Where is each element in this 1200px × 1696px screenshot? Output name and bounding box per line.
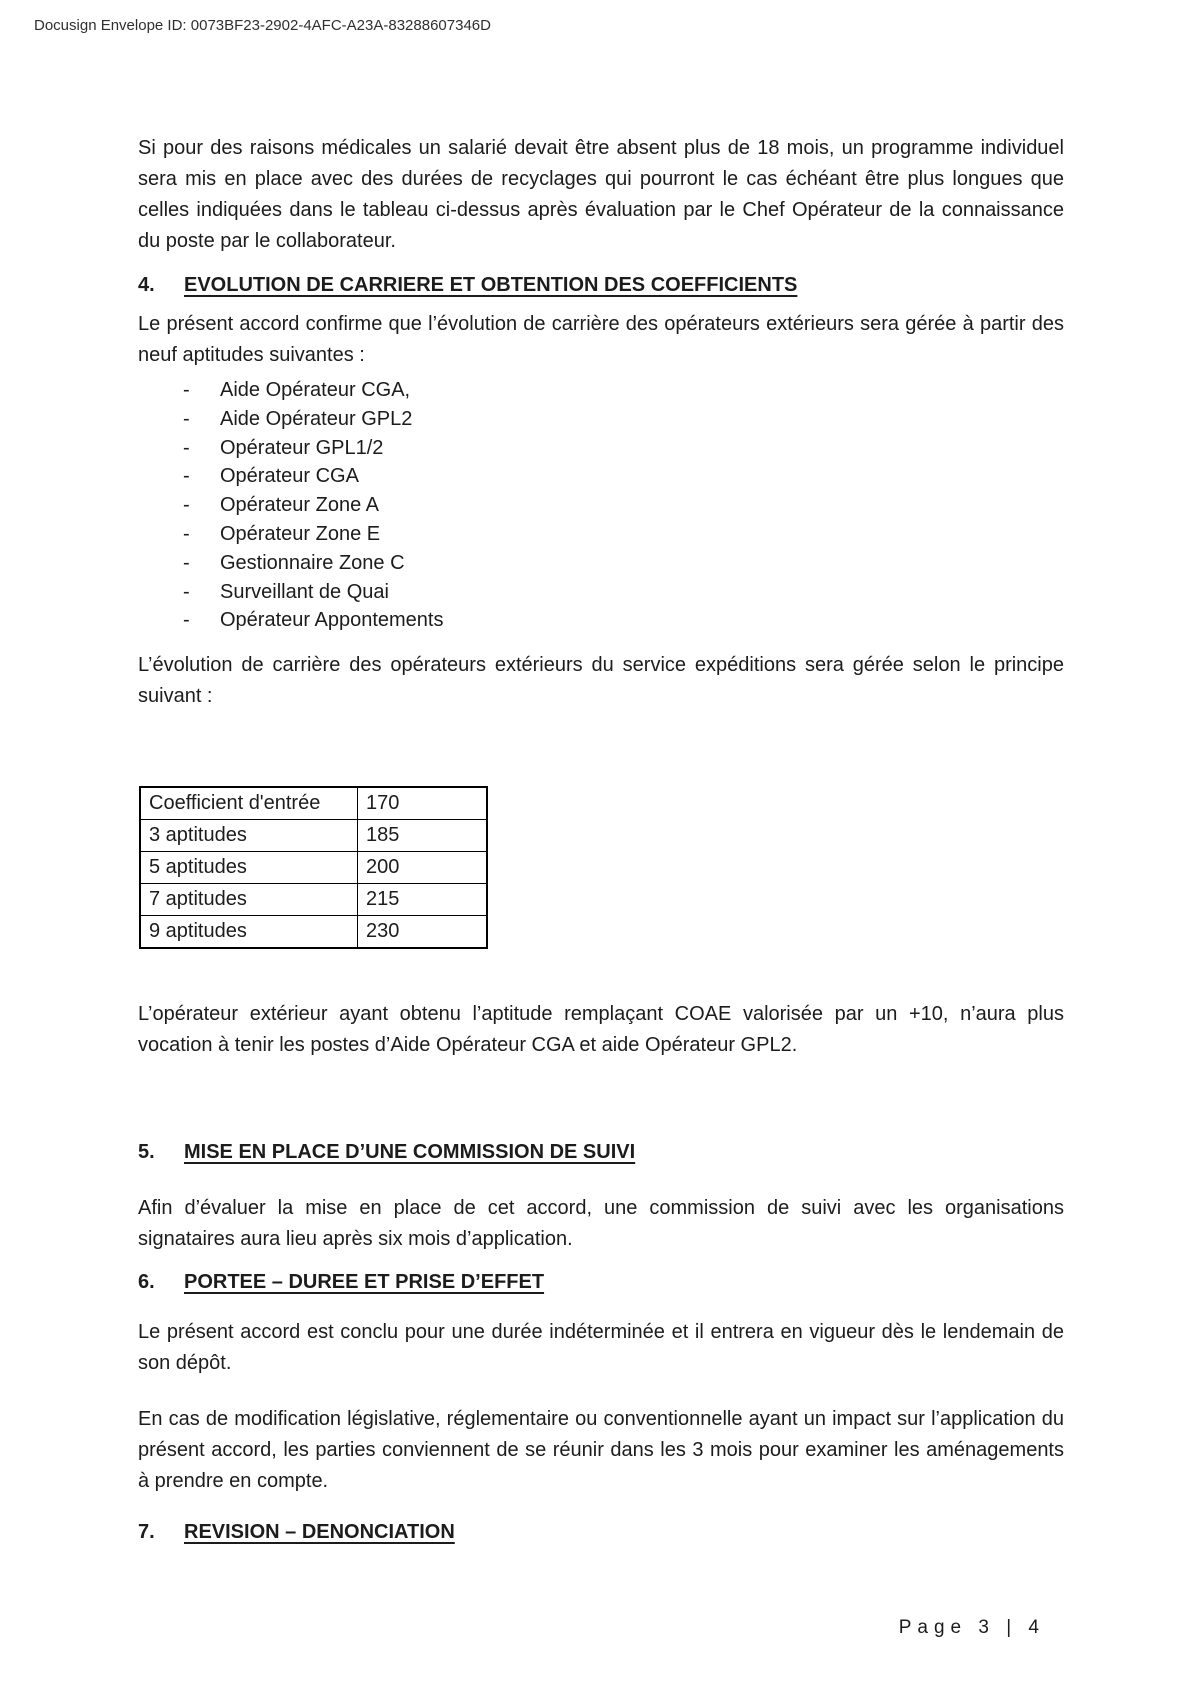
list-item bbox=[138, 552, 1064, 581]
paragraph-medical-absence: Si pour des raisons médicales un salarié devait être absent plus de 18 mois, un programme individuel sera mis en place avec des durées de recyclages qui pourront le cas échéant être plus longues que celles indiquées dans le tableau ci-dessus après évaluation par le Chef Opérateur de la connaissance du poste par le collaborateur. bbox=[138, 137, 1064, 252]
section-title: PORTEE – DUREE ET PRISE D’EFFET bbox=[184, 1271, 545, 1293]
dash-bullet: - bbox=[183, 379, 190, 401]
table-cell-label: 5 aptitudes bbox=[140, 852, 358, 884]
list-item-label: Opérateur GPL1/2 bbox=[220, 436, 384, 459]
list-item-label: Opérateur Zone E bbox=[220, 522, 381, 545]
list-item bbox=[138, 581, 1064, 610]
dash-bullet: - bbox=[183, 494, 190, 517]
table-row bbox=[140, 852, 487, 884]
list-item-label: Opérateur Zone A bbox=[220, 494, 379, 517]
table-row bbox=[140, 820, 487, 852]
dash-bullet: - bbox=[183, 522, 190, 545]
table-row bbox=[140, 916, 487, 949]
section-heading-5 bbox=[138, 1139, 1064, 1165]
table-cell-label: 7 aptitudes bbox=[140, 884, 358, 916]
page-number: Page 3 | 4 bbox=[898, 1617, 1045, 1638]
list-item-label: Aide Opérateur GPL2 bbox=[220, 407, 413, 430]
list-item bbox=[138, 523, 1064, 552]
table-cell-value: 185 bbox=[358, 820, 488, 852]
dash-bullet: - bbox=[183, 465, 190, 488]
aptitude-list bbox=[138, 379, 1064, 638]
list-item bbox=[138, 408, 1064, 437]
paragraph-modification: En cas de modification législative, réglementaire ou conventionnelle ayant un impact sur l’application du présent accord, les parties conviennent de se réunir dans les 3 mois pour examiner les aménagements à prendre en compte. bbox=[138, 1408, 1064, 1492]
coefficient-table bbox=[139, 786, 488, 949]
dash-bullet: - bbox=[183, 609, 190, 632]
table-cell-label: Coefficient d'entrée bbox=[140, 787, 358, 820]
list-item bbox=[138, 379, 1064, 408]
section-title: MISE EN PLACE D’UNE COMMISSION DE SUIVI bbox=[184, 1141, 636, 1163]
table-cell-value: 170 bbox=[358, 787, 488, 820]
section-title: EVOLUTION DE CARRIERE ET OBTENTION DES COEFFICIENTS bbox=[184, 274, 798, 296]
table-row bbox=[140, 787, 487, 820]
paragraph-duree: Le présent accord est conclu pour une durée indéterminée et il entrera en vigueur dès le lendemain de son dépôt. bbox=[138, 1321, 1064, 1374]
paragraph-coae: L’opérateur extérieur ayant obtenu l’aptitude remplaçant COAE valorisée par un +10, n’aura plus vocation à tenir les postes d’Aide Opérateur CGA et aide Opérateur GPL2. bbox=[138, 1003, 1064, 1056]
list-item bbox=[138, 465, 1064, 494]
section-heading-6 bbox=[138, 1269, 1064, 1295]
table-cell-value: 200 bbox=[358, 852, 488, 884]
dash-bullet: - bbox=[183, 551, 190, 574]
paragraph-section4-lead: Le présent accord confirme que l’évolution de carrière des opérateurs extérieurs sera gérée à partir des neuf aptitudes suivantes : bbox=[138, 313, 1064, 366]
dash-bullet: - bbox=[183, 580, 190, 603]
list-item-label: Aide Opérateur CGA, bbox=[220, 379, 411, 401]
table-cell-label: 3 aptitudes bbox=[140, 820, 358, 852]
list-item-label: Surveillant de Quai bbox=[220, 580, 389, 603]
docusign-envelope-id: Docusign Envelope ID: 0073BF23-2902-4AFC-A23A-83288607346D bbox=[34, 17, 491, 34]
table-cell-value: 230 bbox=[358, 916, 488, 949]
list-item bbox=[138, 494, 1064, 523]
dash-bullet: - bbox=[183, 407, 190, 430]
section-number: 4. bbox=[138, 274, 155, 296]
table-cell-value: 215 bbox=[358, 884, 488, 916]
section-title: REVISION – DENONCIATION bbox=[184, 1521, 455, 1543]
list-item bbox=[138, 609, 1064, 638]
section-heading-7 bbox=[138, 1519, 1064, 1545]
list-item bbox=[138, 437, 1064, 466]
table-cell-label: 9 aptitudes bbox=[140, 916, 358, 949]
dash-bullet: - bbox=[183, 436, 190, 459]
list-item-label: Opérateur Appontements bbox=[220, 609, 444, 632]
section-number: 5. bbox=[138, 1141, 155, 1163]
list-item-label: Opérateur CGA bbox=[220, 465, 359, 488]
list-item-label: Gestionnaire Zone C bbox=[220, 551, 405, 574]
section-number: 7. bbox=[138, 1521, 155, 1543]
table-row bbox=[140, 884, 487, 916]
paragraph-principle: L’évolution de carrière des opérateurs extérieurs du service expéditions sera gérée selon le principe suivant : bbox=[138, 654, 1064, 707]
section-heading-4 bbox=[138, 272, 1064, 298]
section-number: 6. bbox=[138, 1271, 155, 1293]
paragraph-commission: Afin d’évaluer la mise en place de cet accord, une commission de suivi avec les organisations signataires aura lieu après six mois d’application. bbox=[138, 1197, 1064, 1250]
